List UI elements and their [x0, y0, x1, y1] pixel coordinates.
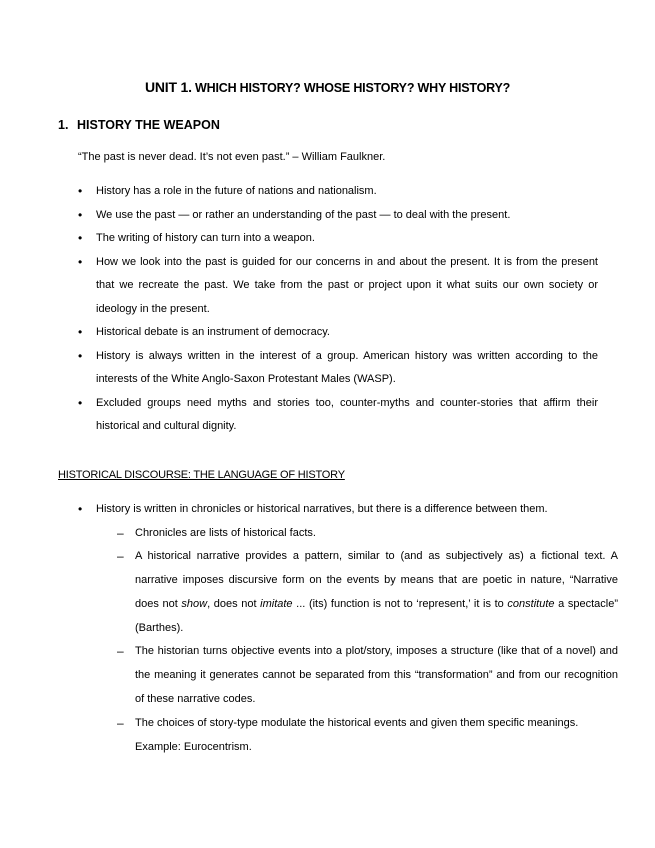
- section-heading-historical-discourse: HISTORICAL DISCOURSE: THE LANGUAGE OF HISTORY: [58, 469, 345, 481]
- section-number: 1.: [58, 118, 69, 132]
- unit-title: WHICH HISTORY? WHOSE HISTORY? WHY HISTORY?: [195, 81, 511, 95]
- section2-bullet-list: [78, 498, 618, 759]
- sub-list: [117, 522, 618, 760]
- list-item: • History has a role in the future of nations and nationalism.: [78, 180, 598, 204]
- sub-list-item: – The historian turns objective events into a plot/story, imposes a structure (like that of a novel) and the meaning it generates cannot be separated from this “transformation” and from our recognition of these narrative codes.: [117, 640, 618, 711]
- text-run: , does not: [207, 597, 261, 610]
- section-heading-history-weapon: [58, 118, 220, 132]
- emphasis-show: show: [181, 597, 208, 610]
- list-item: • We use the past — or rather an understanding of the past — to deal with the present.: [78, 204, 598, 228]
- list-item: • Historical debate is an instrument of democracy.: [78, 321, 598, 345]
- section-heading-text: HISTORY THE WEAPON: [77, 118, 220, 132]
- faulkner-quote: “The past is never dead. It’s not even past.” – William Faulkner.: [78, 151, 386, 163]
- emphasis-constitute: constitute: [507, 597, 555, 610]
- section1-bullet-list: [78, 180, 598, 439]
- sub-list-item: – Chronicles are lists of historical facts.: [117, 522, 618, 546]
- list-item: • History is always written in the interest of a group. American history was written according to the interests of the White Anglo-Saxon Protestant Males (WASP).: [78, 345, 598, 392]
- emphasis-imitate: imitate: [260, 597, 293, 610]
- list-item: [78, 498, 618, 759]
- page-title: [0, 79, 655, 95]
- list-item-text: History is written in chronicles or historical narratives, but there is a difference between them.: [96, 503, 548, 515]
- text-run: a spectacle” (Barthes).: [135, 597, 618, 634]
- list-item: • How we look into the past is guided for our concerns in and about the present. It is from the present that we recreate the past. We take from the past or project upon it what suits our own society or ideology in the present.: [78, 251, 598, 322]
- text-run: A historical narrative provides a pattern, similar to (and as subjectively as) a fictional text. A narrative imposes discursive form on the events by means that are poetic in nature, “Narrative does not: [135, 550, 618, 610]
- list-item: • The writing of history can turn into a weapon.: [78, 227, 598, 251]
- sub-list-item: [117, 545, 618, 640]
- list-item: • Excluded groups need myths and stories too, counter-myths and counter-stories that affirm their historical and cultural dignity.: [78, 392, 598, 439]
- text-run: ... (its) function is not to ‘represent,’ it is to: [292, 597, 508, 610]
- sub-list-item: – The choices of story-type modulate the historical events and given them specific meanings. Example: Eurocentrism.: [117, 712, 618, 760]
- unit-label: UNIT 1.: [144, 79, 192, 95]
